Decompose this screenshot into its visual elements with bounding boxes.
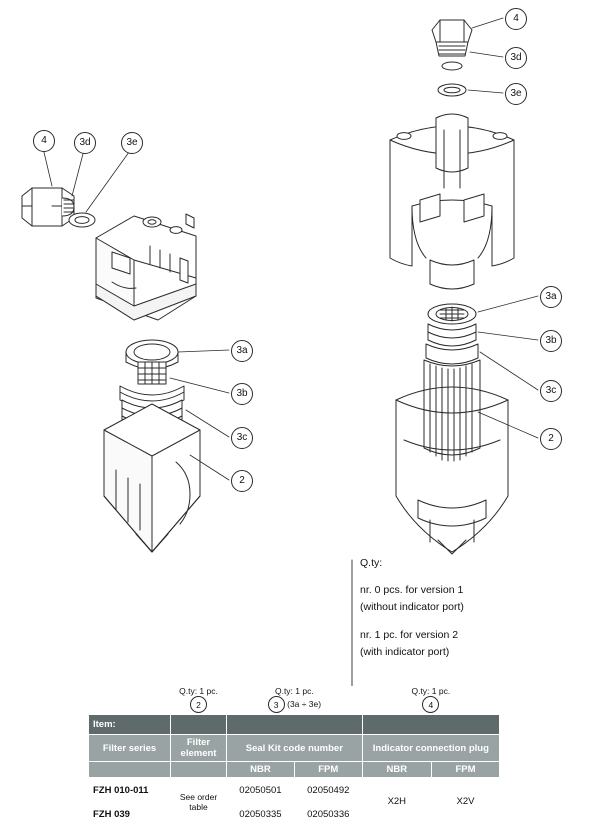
callout-3e-left: 3e — [121, 132, 143, 154]
row-0-series: FZH 010-011 — [89, 778, 171, 804]
row-0-seal-fpm: 02050492 — [294, 778, 362, 804]
notes-qty-heading: Q.ty: — [360, 557, 383, 569]
parts-table — [88, 686, 500, 826]
header-item: Item: — [89, 715, 171, 735]
right-oring — [438, 84, 466, 96]
callout-3c-right: 3c — [540, 380, 562, 402]
row-1-seal-nbr: 02050335 — [227, 804, 295, 826]
row-0-element: See order table — [171, 778, 227, 826]
row-0-ind-fpm: X2V — [431, 778, 499, 826]
notes-line-3: nr. 1 pc. for version 2 — [360, 628, 459, 641]
right-plug — [432, 20, 472, 70]
qty-cell-4: Q.ty: 1 pc. 4 — [362, 686, 499, 715]
header-indicator-plug: Indicator connection plug — [362, 735, 499, 762]
callout-3d-left: 3d — [74, 132, 96, 154]
row-0-seal-nbr: 02050501 — [227, 778, 295, 804]
table-qty-row — [89, 686, 500, 715]
row-1-seal-fpm: 02050336 — [294, 804, 362, 826]
subheader-ind-fpm: FPM — [431, 762, 499, 778]
badge-3: 3 — [268, 696, 285, 713]
row-1-series: FZH 039 — [89, 804, 171, 826]
callout-2-left: 2 — [231, 470, 253, 492]
callout-3c-left: 3c — [231, 427, 253, 449]
table-row — [89, 778, 500, 804]
left-bowl — [104, 404, 200, 552]
callout-3a-left: 3a — [231, 340, 253, 362]
notes-line-4: (with indicator port) — [360, 645, 450, 658]
quantity-notes — [360, 556, 575, 662]
header-seal-kit: Seal Kit code number — [227, 735, 363, 762]
subheader-blank-series — [89, 762, 171, 778]
left-oring — [69, 213, 95, 227]
header-item-blank-3 — [227, 715, 363, 735]
notes-line-1: nr. 0 pcs. for version 1 — [360, 584, 464, 597]
subheader-seal-nbr: NBR — [227, 762, 295, 778]
badge-2: 2 — [190, 696, 207, 713]
header-filter-series: Filter series — [89, 735, 171, 762]
subheader-seal-fpm: FPM — [294, 762, 362, 778]
subheader-blank-element — [171, 762, 227, 778]
header-item-blank-2 — [171, 715, 227, 735]
callout-3b-right: 3b — [540, 330, 562, 352]
callout-3d-right: 3d — [505, 47, 527, 69]
callout-4-left: 4 — [33, 130, 55, 152]
left-plug — [22, 188, 74, 226]
right-filter-head — [390, 114, 514, 289]
badge-4: 4 — [422, 696, 439, 713]
qty-cell-2: Q.ty: 1 pc. 2 — [171, 686, 227, 715]
header-item-blank-4 — [362, 715, 499, 735]
callout-3a-right: 3a — [540, 286, 562, 308]
right-bowl — [396, 387, 508, 554]
table-header-names-row — [89, 735, 500, 762]
row-0-ind-nbr: X2H — [362, 778, 431, 826]
left-element-mesh — [138, 362, 166, 384]
table-header-item-row — [89, 715, 500, 735]
subheader-ind-nbr: NBR — [362, 762, 431, 778]
callout-3e-right: 3e — [505, 83, 527, 105]
callout-3b-left: 3b — [231, 383, 253, 405]
table-header-sub-row — [89, 762, 500, 778]
callout-4-right: 4 — [505, 8, 527, 30]
callout-2-right: 2 — [540, 428, 562, 450]
header-filter-element: Filter element — [171, 735, 227, 762]
notes-line-2: (without indicator port) — [360, 601, 464, 614]
qty-cell-3: Q.ty: 1 pc. 3 (3a ÷ 3e) — [227, 686, 363, 715]
left-filter-head — [96, 214, 196, 320]
